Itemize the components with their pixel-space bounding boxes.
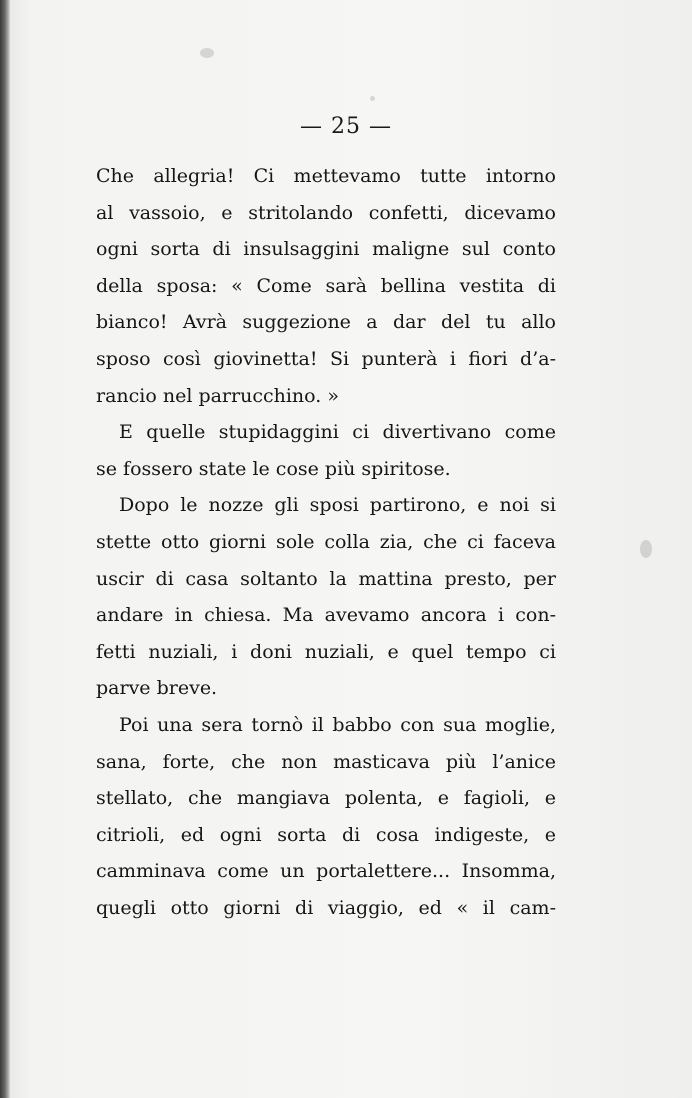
text-line: quegli otto giorni di viaggio, ed « il cam-: [96, 896, 556, 919]
text-line: al vassoio, e stritolando confetti, dicevamo: [96, 201, 556, 224]
paper-speck: [640, 540, 652, 558]
text-line: ogni sorta di insulsaggini maligne sul conto: [96, 238, 556, 261]
paper-speck: [200, 48, 214, 58]
text-line: camminava come un portalettere... Insomma,: [96, 860, 556, 883]
text-line: fetti nuziali, i doni nuziali, e quel tempo ci: [96, 640, 556, 663]
page-number: — 25 —: [300, 114, 392, 139]
text-line: citrioli, ed ogni sorta di cosa indigeste, e: [96, 823, 556, 846]
page-binding-edge: [0, 0, 10, 1098]
text-line: Poi una sera tornò il babbo con sua moglie,: [119, 713, 556, 736]
text-line: E quelle stupidaggini ci divertivano come: [119, 421, 556, 444]
text-line: andare in chiesa. Ma avevamo ancora i con-: [96, 604, 556, 627]
text-line: stellato, che mangiava polenta, e fagioli, e: [96, 787, 556, 810]
text-line: uscir di casa soltanto la mattina presto, per: [96, 567, 556, 590]
text-line: se fossero state le cose più spiritose.: [96, 457, 451, 480]
text-line: sana, forte, che non masticava più l’anice: [96, 750, 556, 773]
text-line: rancio nel parrucchino. »: [96, 384, 339, 407]
text-line: parve breve.: [96, 677, 218, 700]
text-line: stette otto giorni sole colla zia, che ci faceva: [96, 530, 556, 553]
text-line: bianco! Avrà suggezione a dar del tu allo: [96, 311, 556, 334]
text-line: della sposa: « Come sarà bellina vestita di: [96, 274, 556, 297]
body-text: [96, 158, 556, 926]
text-line: Dopo le nozze gli sposi partirono, e noi si: [119, 494, 556, 517]
text-line: sposo così giovinetta! Si punterà i fiori d’a-: [96, 347, 556, 370]
paper-speck: [370, 96, 375, 101]
text-line: Che allegria! Ci mettevamo tutte intorno: [96, 165, 556, 187]
